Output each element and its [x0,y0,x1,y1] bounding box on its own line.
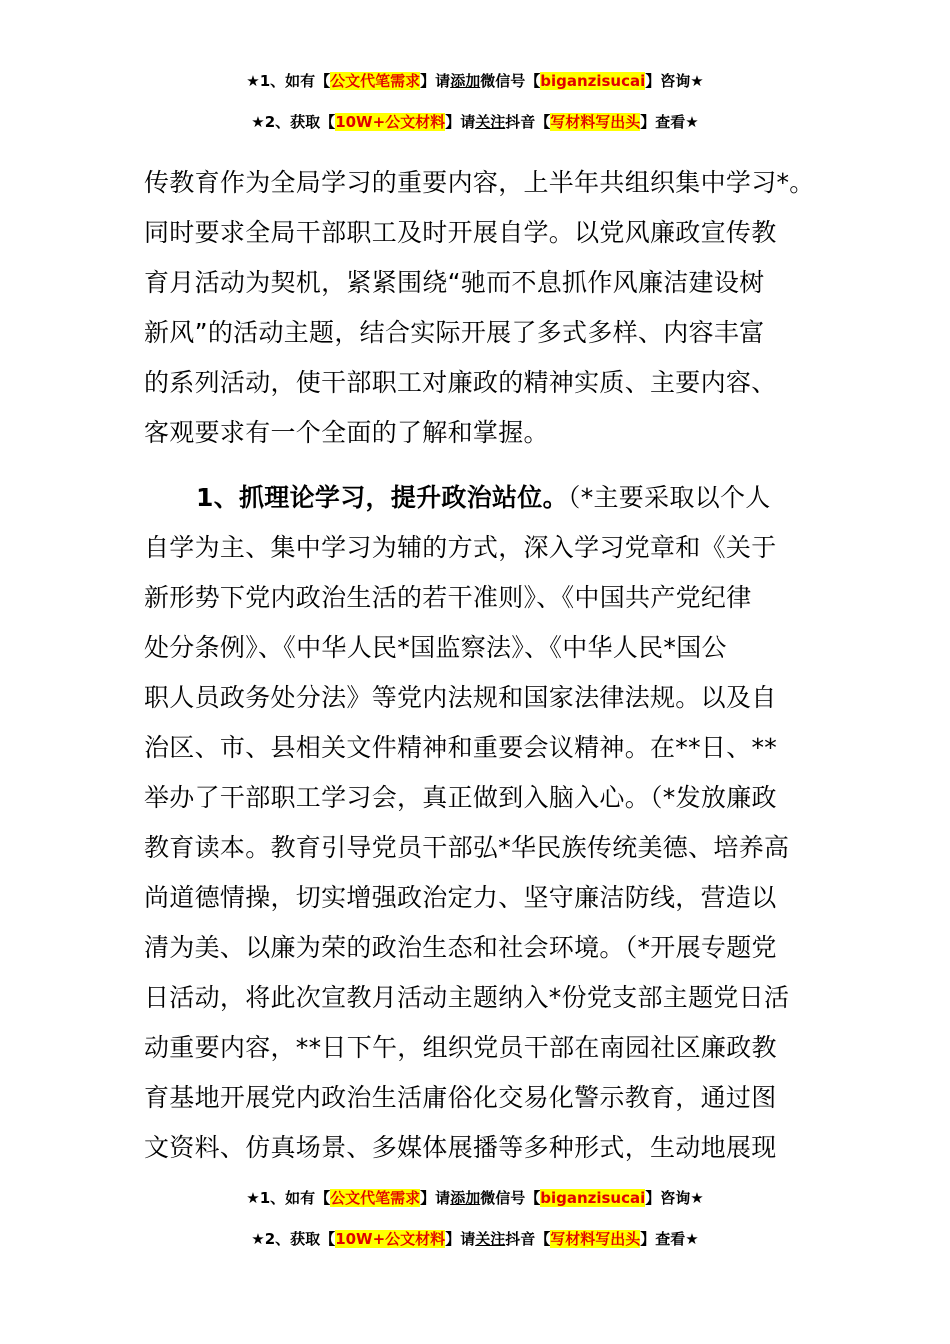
body-line: 新形势下党内政治生活的若干准则》、《中国共产党纪律 [144,583,752,612]
promo-text: 】请 [445,113,476,131]
paragraph-2 [144,473,824,1173]
promo-suffix: 】查看★ [640,1230,699,1248]
promo-suffix: 】查看★ [640,113,699,131]
header-promo-line-2 [0,111,950,133]
footer-promo-line-2 [0,1228,950,1250]
body-line [144,473,824,523]
body-line: 自学为主、集中学习为辅的方式，深入学习党章和《关于 [144,533,777,562]
body-line: 职人员政务处分法》等党内法规和国家法律法规。以及自 [144,683,777,712]
paragraph-1 [144,158,824,458]
header-promo-line-1 [0,70,950,92]
body-line: 教育读本。教育引导党员干部弘*华民族传统美德、培养高 [144,833,790,862]
promo-underlined: 添加 [450,72,481,90]
body-line: 育月活动为契机，紧紧围绕“驰而不息抓作风廉洁建设树 [144,268,765,297]
promo-underlined: 关注 [475,113,506,131]
body-line: 文资料、仿真场景、多媒体展播等多种形式，生动地展现 [144,1133,777,1162]
body-line: 客观要求有一个全面的了解和掌握。 [144,418,549,447]
promo-text: 微信号【 [480,72,541,90]
document-body [144,158,824,1173]
body-line: 尚道德情操，切实增强政治定力、坚守廉洁防线，营造以 [144,883,777,912]
promo-wechat-id: biganzisucai [540,72,646,90]
body-line: 同时要求全局干部职工及时开展自学。以党风廉政宣传教 [144,218,777,247]
body-line: 育基地开展党内政治生活庸俗化交易化警示教育，通过图 [144,1083,777,1112]
body-line: 举办了干部职工学习会，真正做到入脑入心。（*发放廉政 [144,783,777,812]
section-heading: 1、抓理论学习，提升政治站位。 [196,483,568,512]
promo-highlight: 公文代笔需求 [330,72,421,90]
promo-underlined: 添加 [450,1189,481,1207]
promo-suffix: 】咨询★ [645,1189,704,1207]
body-line: 日活动，将此次宣教月活动主题纳入*份党支部主题党日活 [144,983,790,1012]
promo-text: 】请 [420,72,451,90]
body-line: 治区、市、县相关文件精神和重要会议精神。在**日、** [144,733,778,762]
body-line: 传教育作为全局学习的重要内容，上半年共组织集中学习*。 [144,168,815,197]
promo-underlined: 关注 [475,1230,506,1248]
body-text-run: （*主要采取以个人 [567,483,771,512]
promo-prefix: ★1、如有【 [246,72,331,90]
body-line: 新风”的活动主题，结合实际开展了多式多样、内容丰富 [144,318,765,347]
promo-douyin-id: 写材料写出头 [550,1230,641,1248]
footer-promo-line-1 [0,1187,950,1209]
promo-suffix: 】咨询★ [645,72,704,90]
promo-douyin-id: 写材料写出头 [550,113,641,131]
promo-text: 微信号【 [480,1189,541,1207]
body-line: 清为美、以廉为荣的政治生态和社会环境。（*开展专题党 [144,933,777,962]
promo-highlight: 10W+公文材料 [335,1230,446,1248]
promo-text: 抖音【 [505,1230,551,1248]
body-line: 的系列活动，使干部职工对廉政的精神实质、主要内容、 [144,368,777,397]
promo-text: 】请 [420,1189,451,1207]
body-line: 动重要内容，**日下午，组织党员干部在南园社区廉政教 [144,1033,777,1062]
promo-wechat-id: biganzisucai [540,1189,646,1207]
promo-prefix: ★2、获取【 [251,1230,336,1248]
promo-highlight: 公文代笔需求 [330,1189,421,1207]
promo-text: 抖音【 [505,113,551,131]
promo-prefix: ★1、如有【 [246,1189,331,1207]
promo-highlight: 10W+公文材料 [335,113,446,131]
promo-text: 】请 [445,1230,476,1248]
promo-prefix: ★2、获取【 [251,113,336,131]
body-line: 处分条例》、《中华人民*国监察法》、《中华人民*国公 [144,633,727,662]
